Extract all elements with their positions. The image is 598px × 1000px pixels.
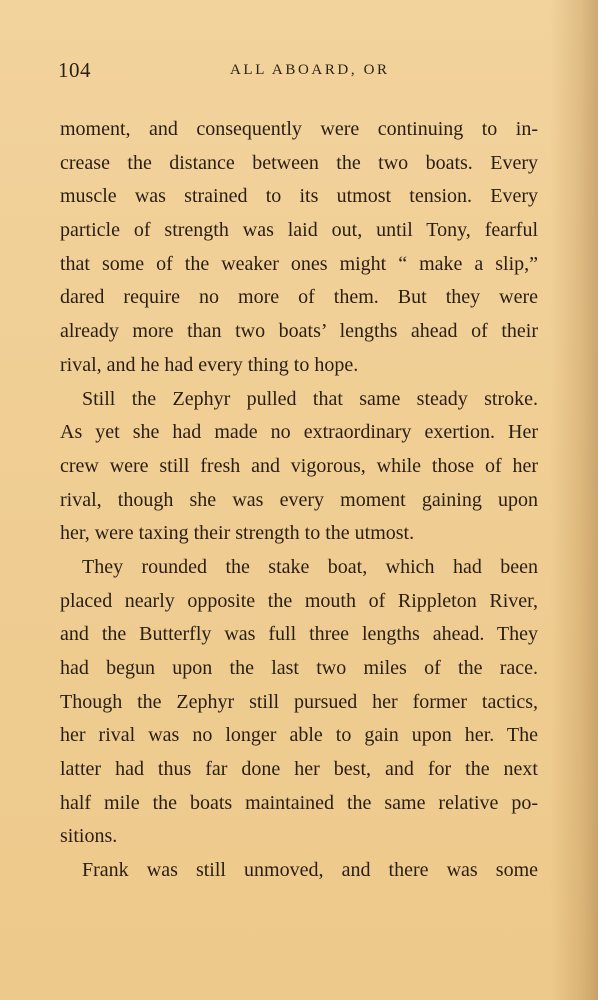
text-line: dared require no more of them. But they were <box>60 286 538 309</box>
text-line: had begun upon the last two miles of the race. <box>60 657 538 679</box>
text-line: half mile the boats maintained the same relative po- <box>60 791 538 814</box>
text-line: her rival was no longer able to gain upon her. The <box>60 724 538 747</box>
text-line: that some of the weaker ones might “ make a slip,” <box>60 252 538 275</box>
text-line: and the Butterfly was full three lengths ahead. They <box>60 623 538 646</box>
page-header <box>58 58 538 88</box>
text-line: rival, and he had every thing to hope. <box>60 353 359 376</box>
text-line: already more than two boats’ lengths ahead of their <box>60 320 538 343</box>
text-line: particle of strength was laid out, until Tony, fearful <box>60 219 538 242</box>
text-line: They rounded the stake boat, which had been <box>82 555 538 578</box>
text-line: placed nearly opposite the mouth of Rippleton River, <box>60 589 538 612</box>
text-line: Though the Zephyr still pursued her former tactics, <box>60 690 538 713</box>
text-line: As yet she had made no extraordinary exertion. Her <box>60 421 538 444</box>
text-line: muscle was strained to its utmost tension. Every <box>60 185 538 208</box>
text-line: crew were still fresh and vigorous, while those of her <box>60 454 538 477</box>
text-line: crease the distance between the two boats. Every <box>60 151 538 174</box>
text-line: moment, and consequently were continuing to in- <box>60 118 538 140</box>
body-text <box>60 113 538 888</box>
text-line: her, were taxing their strength to the utmost. <box>60 522 415 545</box>
text-line: sitions. <box>60 825 118 848</box>
running-title: ALL ABOARD, OR <box>230 62 390 78</box>
text-line: latter had thus far done her best, and for the next <box>60 758 538 781</box>
page-number: 104 <box>58 58 91 82</box>
text-line: Still the Zephyr pulled that same steady stroke. <box>82 387 538 410</box>
text-line: Frank was still unmoved, and there was some <box>82 859 538 882</box>
text-line: rival, though she was every moment gaining upon <box>60 488 538 511</box>
